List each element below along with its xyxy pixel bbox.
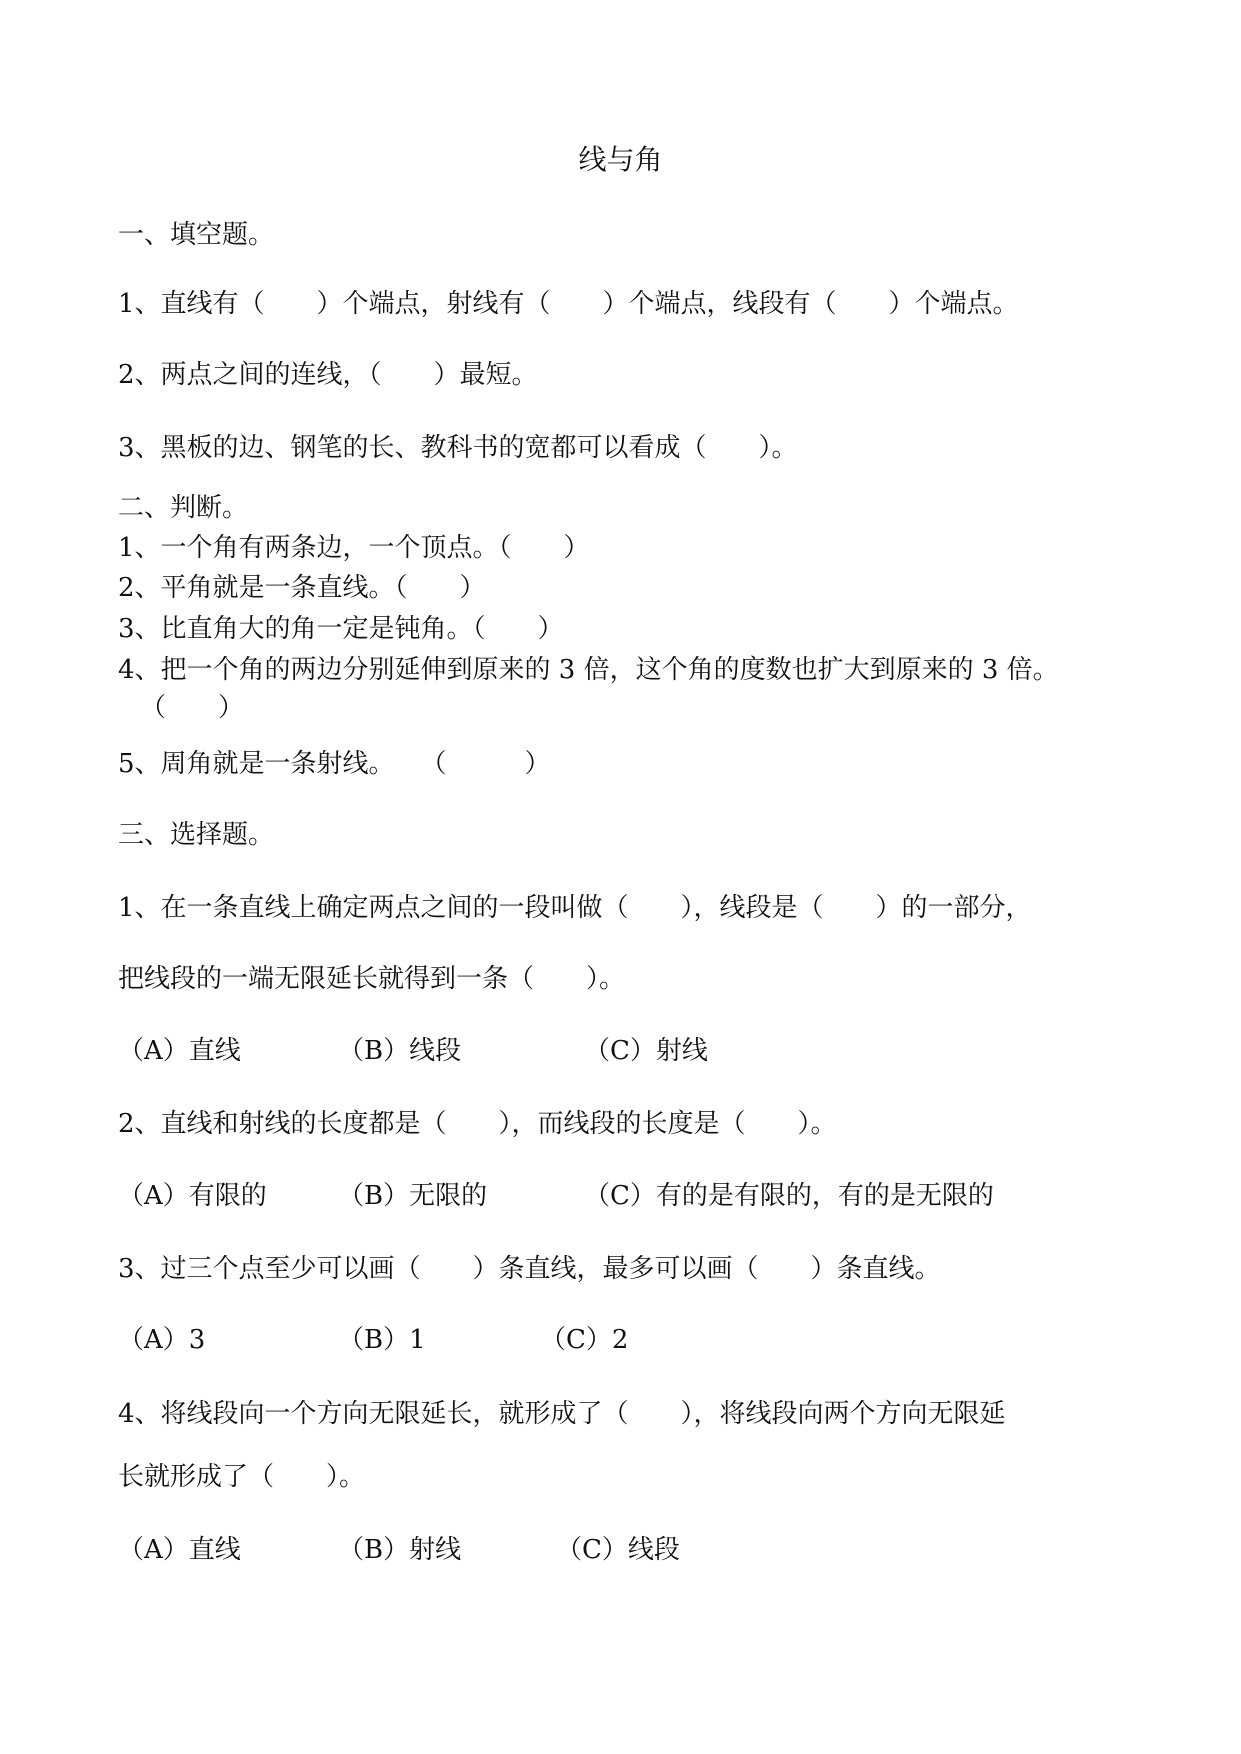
choice-4-option-c: （C）线段 (556, 1535, 680, 1565)
fill-blank-question-1: 1、直线有（ ）个端点，射线有（ ）个端点，线段有（ ）个端点。 (118, 289, 1019, 319)
choice-question-4: 4、将线段向一个方向无限延长，就形成了（ ），将线段向两个方向无限延 (118, 1399, 1006, 1429)
judge-question-4: 4、把一个角的两边分别延伸到原来的 3 倍，这个角的度数也扩大到原来的 3 倍。 (118, 655, 1059, 685)
choice-3-option-c: （C）2 (540, 1325, 629, 1355)
section-heading-fill-blank: 一、填空题。 (118, 220, 275, 250)
choice-1-option-c: （C）射线 (584, 1036, 708, 1066)
judge-question-3: 3、比直角大的角一定是钝角。（ ） (118, 614, 564, 644)
choice-question-3: 3、过三个点至少可以画（ ）条直线，最多可以画（ ）条直线。 (118, 1254, 941, 1284)
choice-3-option-a: （A）3 (118, 1325, 206, 1355)
judge-question-4-answer-blank: （ ） (140, 693, 245, 723)
choice-3-option-b: （B）1 (338, 1325, 426, 1355)
choice-4-option-b: （B）射线 (338, 1535, 462, 1565)
choice-1-option-a: （A）直线 (118, 1036, 241, 1066)
judge-question-5: 5、周角就是一条射线。 （ ） (118, 749, 551, 779)
fill-blank-question-3: 3、黑板的边、钢笔的长、教科书的宽都可以看成（ ）。 (118, 433, 798, 463)
choice-question-2: 2、直线和射线的长度都是（ ），而线段的长度是（ ）。 (118, 1109, 837, 1139)
choice-4-option-a: （A）直线 (118, 1535, 241, 1565)
judge-question-1: 1、一个角有两条边，一个顶点。（ ） (118, 533, 590, 563)
section-heading-judge: 二、判断。 (118, 493, 249, 523)
choice-2-option-a: （A）有限的 (118, 1181, 267, 1211)
page-title: 线与角 (578, 143, 663, 176)
choice-question-1: 1、在一条直线上确定两点之间的一段叫做（ ），线段是（ ）的一部分， (118, 893, 1032, 923)
choice-1-option-b: （B）线段 (338, 1036, 462, 1066)
section-heading-choice: 三、选择题。 (118, 820, 275, 850)
choice-question-4-continued: 长就形成了（ ）。 (118, 1462, 366, 1492)
judge-question-2: 2、平角就是一条直线。（ ） (118, 573, 486, 603)
choice-2-option-b: （B）无限的 (338, 1181, 488, 1211)
fill-blank-question-2: 2、两点之间的连线，（ ）最短。 (118, 360, 538, 390)
choice-2-option-c: （C）有的是有限的，有的是无限的 (584, 1181, 994, 1211)
choice-question-1-continued: 把线段的一端无限延长就得到一条（ ）。 (118, 964, 626, 994)
